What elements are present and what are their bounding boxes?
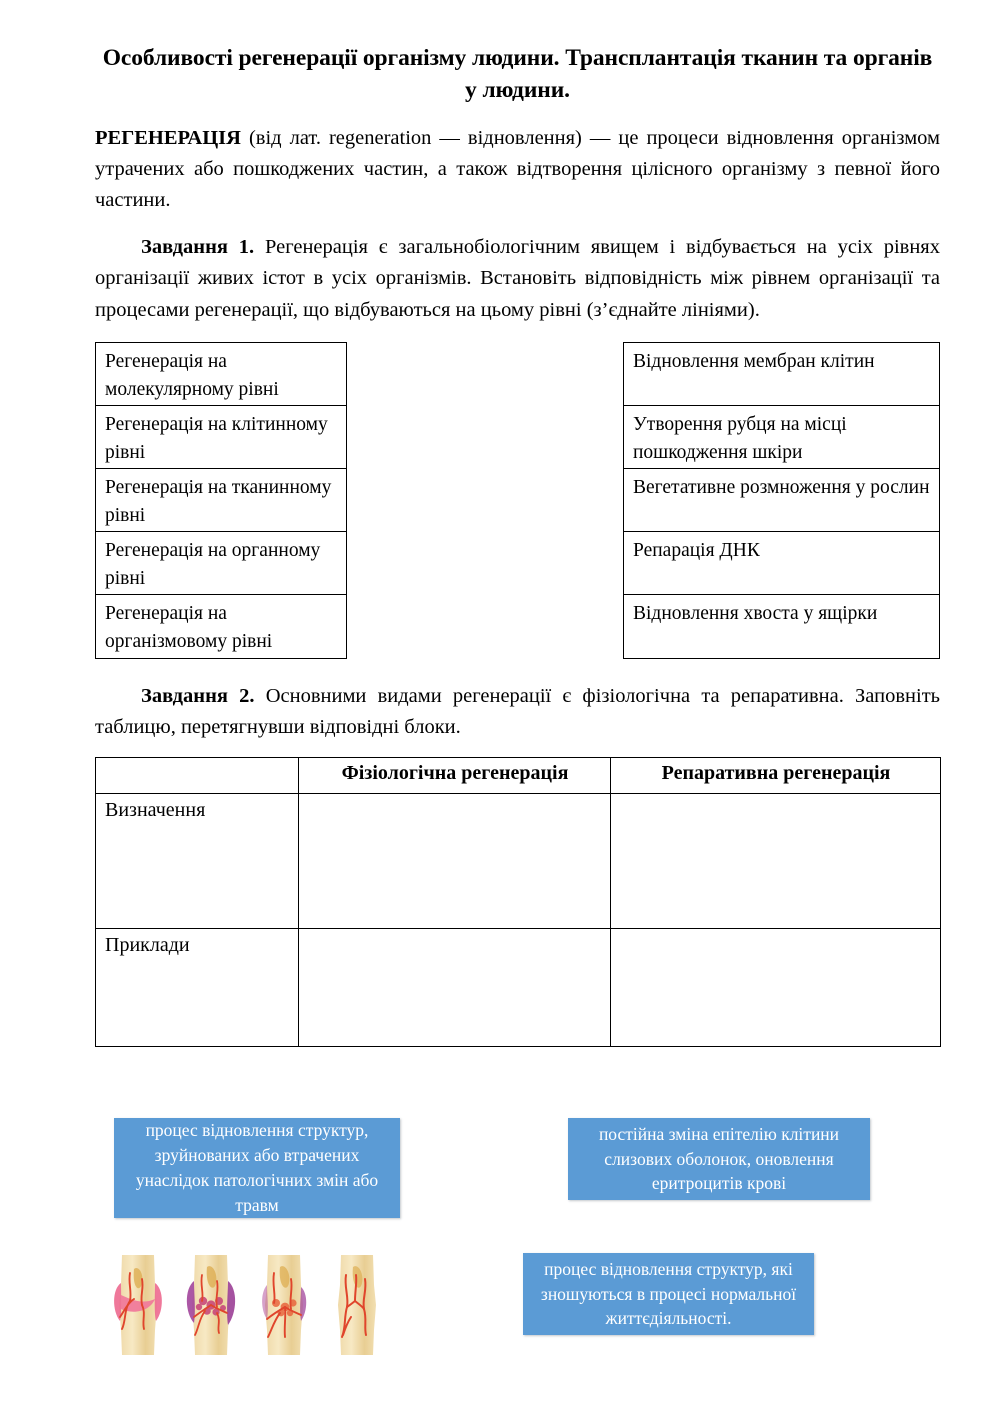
matching-right-column xyxy=(623,342,940,659)
bone-stage-vascular-remodeling xyxy=(327,1255,387,1355)
bone-stage-granulation-callus xyxy=(181,1255,241,1355)
task2-label: Завдання 2. xyxy=(141,684,255,707)
spacer xyxy=(95,659,940,681)
matching-left-item[interactable]: Регенерація на органному рівні xyxy=(96,532,346,595)
task1-paragraph xyxy=(95,232,940,325)
table-header-empty xyxy=(96,758,299,794)
drag-block-reparative-definition[interactable] xyxy=(114,1118,400,1218)
matching-left-item[interactable]: Регенерація на клітинному рівні xyxy=(96,406,346,469)
dropzone-definition-reparative[interactable] xyxy=(611,794,941,929)
bone-healing-illustration xyxy=(108,1255,400,1355)
dropzone-examples-physiological[interactable] xyxy=(299,929,611,1047)
bone-stage-soft-callus xyxy=(254,1255,314,1355)
page-title: Особливості регенерації організму людини. Трансплантація тканин та органів у людини. xyxy=(102,45,933,104)
table-header-reparative: Репаративна регенерація xyxy=(611,758,941,794)
drag-blocks-area xyxy=(0,1100,1000,1413)
table-header-physiological: Фізіологічна регенерація xyxy=(299,758,611,794)
drag-block-text: процес відновлення структур, зруйнованих або втрачених унаслідок патологічних змін або травм xyxy=(135,1120,379,1215)
table-row xyxy=(96,794,941,929)
row-label-examples: Приклади xyxy=(96,929,299,1047)
table-header-row xyxy=(96,758,941,794)
row-label-definition: Визначення xyxy=(96,794,299,929)
task1-text: Регенерація є загальнобіологічним явищем і відбувається на усіх рівнях організації живих істот в усіх організмів. Встановіть відповідність між рівнем організації та процесами регенерації, що відбуваються на цьому рівні (з’єднайте лініями). xyxy=(95,236,940,321)
matching-left-column xyxy=(95,342,347,659)
task2-text: Основними видами регенерації є фізіологічна та репаративна. Заповніть таблицю, перетягнувши відповідні блоки. xyxy=(95,684,941,738)
matching-right-item[interactable]: Відновлення мембран клітин xyxy=(624,343,939,406)
regeneration-types-table xyxy=(95,757,941,1047)
matching-left-item[interactable]: Регенерація на тканинному рівні xyxy=(96,469,346,532)
drag-block-physiological-examples[interactable] xyxy=(568,1118,870,1200)
task1-label: Завдання 1. xyxy=(141,236,255,259)
matching-right-item[interactable]: Відновлення хвоста у ящірки xyxy=(633,602,878,624)
drag-block-physiological-definition[interactable] xyxy=(523,1253,814,1335)
table-row xyxy=(96,929,941,1047)
matching-exercise xyxy=(95,342,940,659)
matching-left-item[interactable]: Регенерація на молекулярному рівні xyxy=(96,343,346,406)
page-content xyxy=(95,42,940,1047)
spacer xyxy=(95,218,940,232)
term-regeneration: РЕГЕНЕРАЦІЯ xyxy=(95,126,241,149)
matching-left-item[interactable]: Регенерація на організмовому рівні xyxy=(105,602,273,653)
drag-block-text: постійна зміна епітелію клітини слизових оболонок, оновлення еритроцитів крові xyxy=(598,1123,840,1194)
matching-right-item[interactable]: Утворення рубця на місці пошкодження шкіри xyxy=(624,406,939,469)
definition-text: (від лат. regeneration — відновлення) — це процеси відновлення організмом утрачених або пошкоджених частин, а також відтворення цілісного організму з певної його частини. xyxy=(95,126,940,212)
dropzone-definition-physiological[interactable] xyxy=(299,794,611,929)
definition-paragraph xyxy=(95,123,940,216)
matching-right-item[interactable]: Репарація ДНК xyxy=(624,532,939,595)
bone-stage-hematoma xyxy=(108,1255,168,1355)
dropzone-examples-reparative[interactable] xyxy=(611,929,941,1047)
drag-block-text: процес відновлення структур, які зношуються в процесі нормальної життєдіяльності. xyxy=(540,1258,797,1329)
matching-right-item[interactable]: Вегетативне розмноження у рослин xyxy=(624,469,939,532)
task2-paragraph xyxy=(95,681,940,743)
